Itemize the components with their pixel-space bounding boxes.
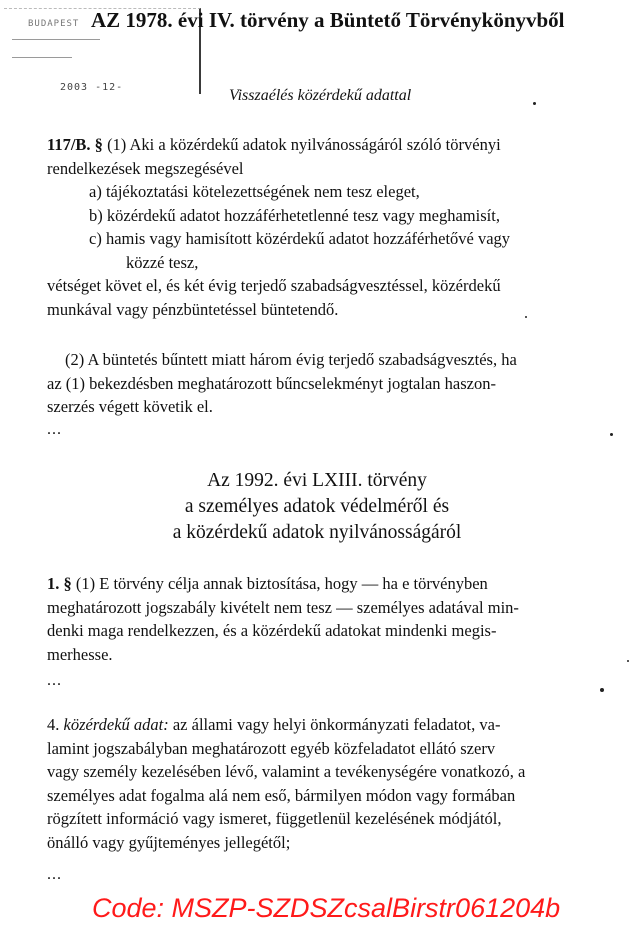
section-1 [47, 572, 519, 666]
paragraph-line: rendelkezések megszegésével [47, 158, 244, 178]
stamp-line [12, 39, 100, 40]
paragraph-line: (2) A büntetés bűntett miatt három évig terjedő szabadságvesztés, ha [65, 350, 517, 369]
paragraph-line: az (1) bekezdésben meghatározott bűncselekményt jogtalan haszon- [47, 373, 496, 393]
section-117b [47, 133, 510, 321]
paragraph-line: szerzés végett követik el. [47, 397, 213, 416]
paragraph-line: merhesse. [47, 644, 113, 664]
paragraph-line [47, 133, 510, 157]
stamp-city: BUDAPEST [28, 19, 80, 29]
scan-speck [627, 660, 629, 662]
law-heading [0, 468, 634, 546]
paragraph-line: denki maga rendelkezzen, és a közérdekű adatokat mindenki megis- [47, 621, 497, 640]
section-subtitle: Visszaélés közérdekű adattal [229, 87, 412, 104]
list-item-a: a) tájékoztatási kötelezettségének nem tesz eleget, [89, 182, 420, 201]
document-code: Code: MSZP-SZDSZcsalBirstr061204b [92, 893, 561, 923]
law-heading-line: a közérdekű adatok nyilvánosságáról [172, 522, 462, 543]
ellipsis: ... [47, 672, 62, 689]
section-117b-para-2 [47, 348, 517, 419]
scan-speck [525, 316, 527, 318]
paragraph-line [47, 572, 519, 596]
ellipsis: ... [47, 866, 62, 883]
paragraph-line: rögzített információ vagy ismeret, függetlenül kezelésének módjától, [47, 809, 502, 828]
item-number: 4. [47, 715, 60, 734]
section-4 [47, 713, 525, 854]
scan-speck [600, 688, 604, 692]
list-item-c-cont: közzé tesz, [126, 252, 199, 272]
section-label: 1. § [47, 574, 72, 593]
section-1-text: (1) E törvény célja annak biztosítása, hogy — ha e törvényben [75, 574, 488, 593]
paragraph-line: vétséget követ el, és két évig terjedő szabadságvesztéssel, közérdekű [47, 276, 501, 295]
paragraph-line: lamint jogszabályban meghatározott egyéb közfeladatot ellátó szerv [47, 738, 496, 758]
section-117b-line-0-rest: (1) Aki a közérdekű adatok nyilvánosságáról szóló törvényi [107, 135, 501, 154]
list-item-b: b) közérdekű adatot hozzáférhetetlenné tesz vagy meghamisít, [89, 205, 500, 225]
stamp-date: 2003 -12- [60, 82, 124, 93]
page-title: AZ 1978. évi IV. törvény a Büntető Törvénykönyvből [91, 8, 565, 32]
scan-speck [610, 433, 613, 436]
definition-text: az állami vagy helyi önkormányzati feladatot, va- [172, 715, 501, 734]
ellipsis: ... [47, 421, 62, 438]
paragraph-line [47, 713, 525, 737]
section-label: 117/B. § [47, 135, 103, 154]
law-heading-line: a személyes adatok védelméről és [184, 496, 450, 517]
paragraph-line: személyes adat fogalma alá nem eső, bármilyen módon vagy formában [47, 785, 516, 805]
paragraph-line: önálló vagy gyűjteményes jellegétől; [47, 832, 291, 852]
scan-speck [533, 102, 536, 105]
list-item-c: c) hamis vagy hamisított közérdekű adatot hozzáférhetővé vagy [89, 229, 511, 248]
paragraph-line: vagy személy kezelésében lévő, valamint a tevékenységére vonatkozó, a [47, 762, 526, 781]
paragraph-line: munkával vagy pénzbüntetéssel büntetendő. [47, 299, 339, 319]
defined-term: közérdekű adat: [63, 715, 169, 734]
stamp-line [12, 57, 72, 58]
law-heading-line: Az 1992. évi LXIII. törvény [207, 470, 427, 491]
paragraph-line: meghatározott jogszabály kivételt nem tesz — személyes adatával min- [47, 597, 519, 617]
